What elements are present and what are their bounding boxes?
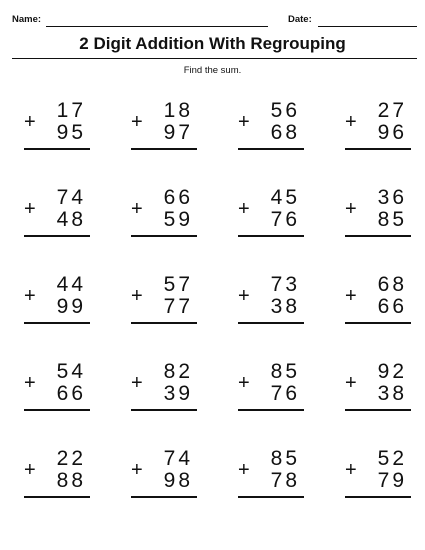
bottom-addend: 76	[270, 382, 300, 405]
bottom-addend: 99	[56, 295, 86, 318]
addition-problem	[234, 187, 341, 274]
plus-sign: +	[131, 459, 143, 481]
bottom-addend: 78	[270, 469, 300, 492]
date-label: Date:	[288, 14, 312, 25]
answer-line[interactable]	[345, 148, 411, 150]
top-addend: 54	[56, 360, 86, 383]
bottom-addend: 79	[377, 469, 407, 492]
top-addend: 22	[56, 447, 86, 470]
plus-sign: +	[131, 372, 143, 394]
bottom-addend: 39	[163, 382, 193, 405]
plus-sign: +	[24, 372, 36, 394]
name-label: Name:	[12, 14, 42, 25]
top-addend: 27	[377, 99, 407, 122]
bottom-addend: 76	[270, 208, 300, 231]
top-addend: 92	[377, 360, 407, 383]
answer-line[interactable]	[345, 235, 411, 237]
addition-problem	[234, 361, 341, 448]
top-addend: 85	[270, 360, 300, 383]
bottom-addend: 85	[377, 208, 407, 231]
bottom-addend: 95	[56, 121, 86, 144]
plus-sign: +	[238, 111, 250, 133]
plus-sign: +	[345, 372, 357, 394]
plus-sign: +	[238, 372, 250, 394]
bottom-addend: 66	[56, 382, 86, 405]
bottom-addend: 88	[56, 469, 86, 492]
answer-line[interactable]	[238, 409, 304, 411]
addition-problem	[234, 100, 341, 187]
plus-sign: +	[24, 459, 36, 481]
bottom-addend: 59	[163, 208, 193, 231]
answer-line[interactable]	[24, 148, 90, 150]
worksheet-header	[12, 12, 417, 28]
plus-sign: +	[131, 285, 143, 307]
top-addend: 18	[163, 99, 193, 122]
answer-line[interactable]	[24, 496, 90, 498]
addition-problem	[127, 100, 234, 187]
top-addend: 44	[56, 273, 86, 296]
top-addend: 17	[56, 99, 86, 122]
answer-line[interactable]	[131, 496, 197, 498]
plus-sign: +	[238, 198, 250, 220]
addition-problem	[234, 274, 341, 361]
top-addend: 52	[377, 447, 407, 470]
answer-line[interactable]	[238, 496, 304, 498]
plus-sign: +	[24, 198, 36, 220]
answer-line[interactable]	[238, 235, 304, 237]
addition-problem	[20, 187, 127, 274]
addition-problem	[20, 448, 127, 535]
instruction-text: Find the sum.	[183, 65, 242, 76]
addition-problem	[341, 187, 425, 274]
bottom-addend: 66	[377, 295, 407, 318]
top-addend: 57	[163, 273, 193, 296]
answer-line[interactable]	[345, 322, 411, 324]
plus-sign: +	[345, 111, 357, 133]
bottom-addend: 77	[163, 295, 193, 318]
plus-sign: +	[238, 459, 250, 481]
addition-problem	[20, 361, 127, 448]
addition-problem	[127, 274, 234, 361]
answer-line[interactable]	[238, 322, 304, 324]
name-field-line[interactable]	[46, 26, 268, 27]
top-addend: 45	[270, 186, 300, 209]
answer-line[interactable]	[345, 496, 411, 498]
bottom-addend: 38	[270, 295, 300, 318]
plus-sign: +	[24, 111, 36, 133]
addition-problem	[127, 448, 234, 535]
addition-problem	[127, 361, 234, 448]
bottom-addend: 68	[270, 121, 300, 144]
answer-line[interactable]	[238, 148, 304, 150]
top-addend: 74	[56, 186, 86, 209]
addition-problem	[20, 100, 127, 187]
page-title: 2 Digit Addition With Regrouping	[79, 34, 346, 53]
top-addend: 68	[377, 273, 407, 296]
addition-problem	[341, 100, 425, 187]
top-addend: 66	[163, 186, 193, 209]
top-addend: 56	[270, 99, 300, 122]
problem-grid	[20, 100, 420, 535]
answer-line[interactable]	[24, 322, 90, 324]
addition-problem	[341, 274, 425, 361]
bottom-addend: 98	[163, 469, 193, 492]
addition-problem	[127, 187, 234, 274]
addition-problem	[341, 361, 425, 448]
bottom-addend: 96	[377, 121, 407, 144]
top-addend: 82	[163, 360, 193, 383]
top-addend: 73	[270, 273, 300, 296]
plus-sign: +	[131, 111, 143, 133]
plus-sign: +	[345, 198, 357, 220]
addition-problem	[20, 274, 127, 361]
top-addend: 74	[163, 447, 193, 470]
answer-line[interactable]	[24, 235, 90, 237]
top-addend: 36	[377, 186, 407, 209]
answer-line[interactable]	[24, 409, 90, 411]
bottom-addend: 97	[163, 121, 193, 144]
answer-line[interactable]	[131, 148, 197, 150]
date-field-line[interactable]	[318, 26, 417, 27]
answer-line[interactable]	[345, 409, 411, 411]
plus-sign: +	[238, 285, 250, 307]
title-divider	[12, 58, 417, 59]
addition-problem	[234, 448, 341, 535]
plus-sign: +	[131, 198, 143, 220]
bottom-addend: 38	[377, 382, 407, 405]
bottom-addend: 48	[56, 208, 86, 231]
answer-line[interactable]	[131, 322, 197, 324]
top-addend: 85	[270, 447, 300, 470]
plus-sign: +	[345, 285, 357, 307]
answer-line[interactable]	[131, 235, 197, 237]
plus-sign: +	[345, 459, 357, 481]
answer-line[interactable]	[131, 409, 197, 411]
plus-sign: +	[24, 285, 36, 307]
addition-problem	[341, 448, 425, 535]
